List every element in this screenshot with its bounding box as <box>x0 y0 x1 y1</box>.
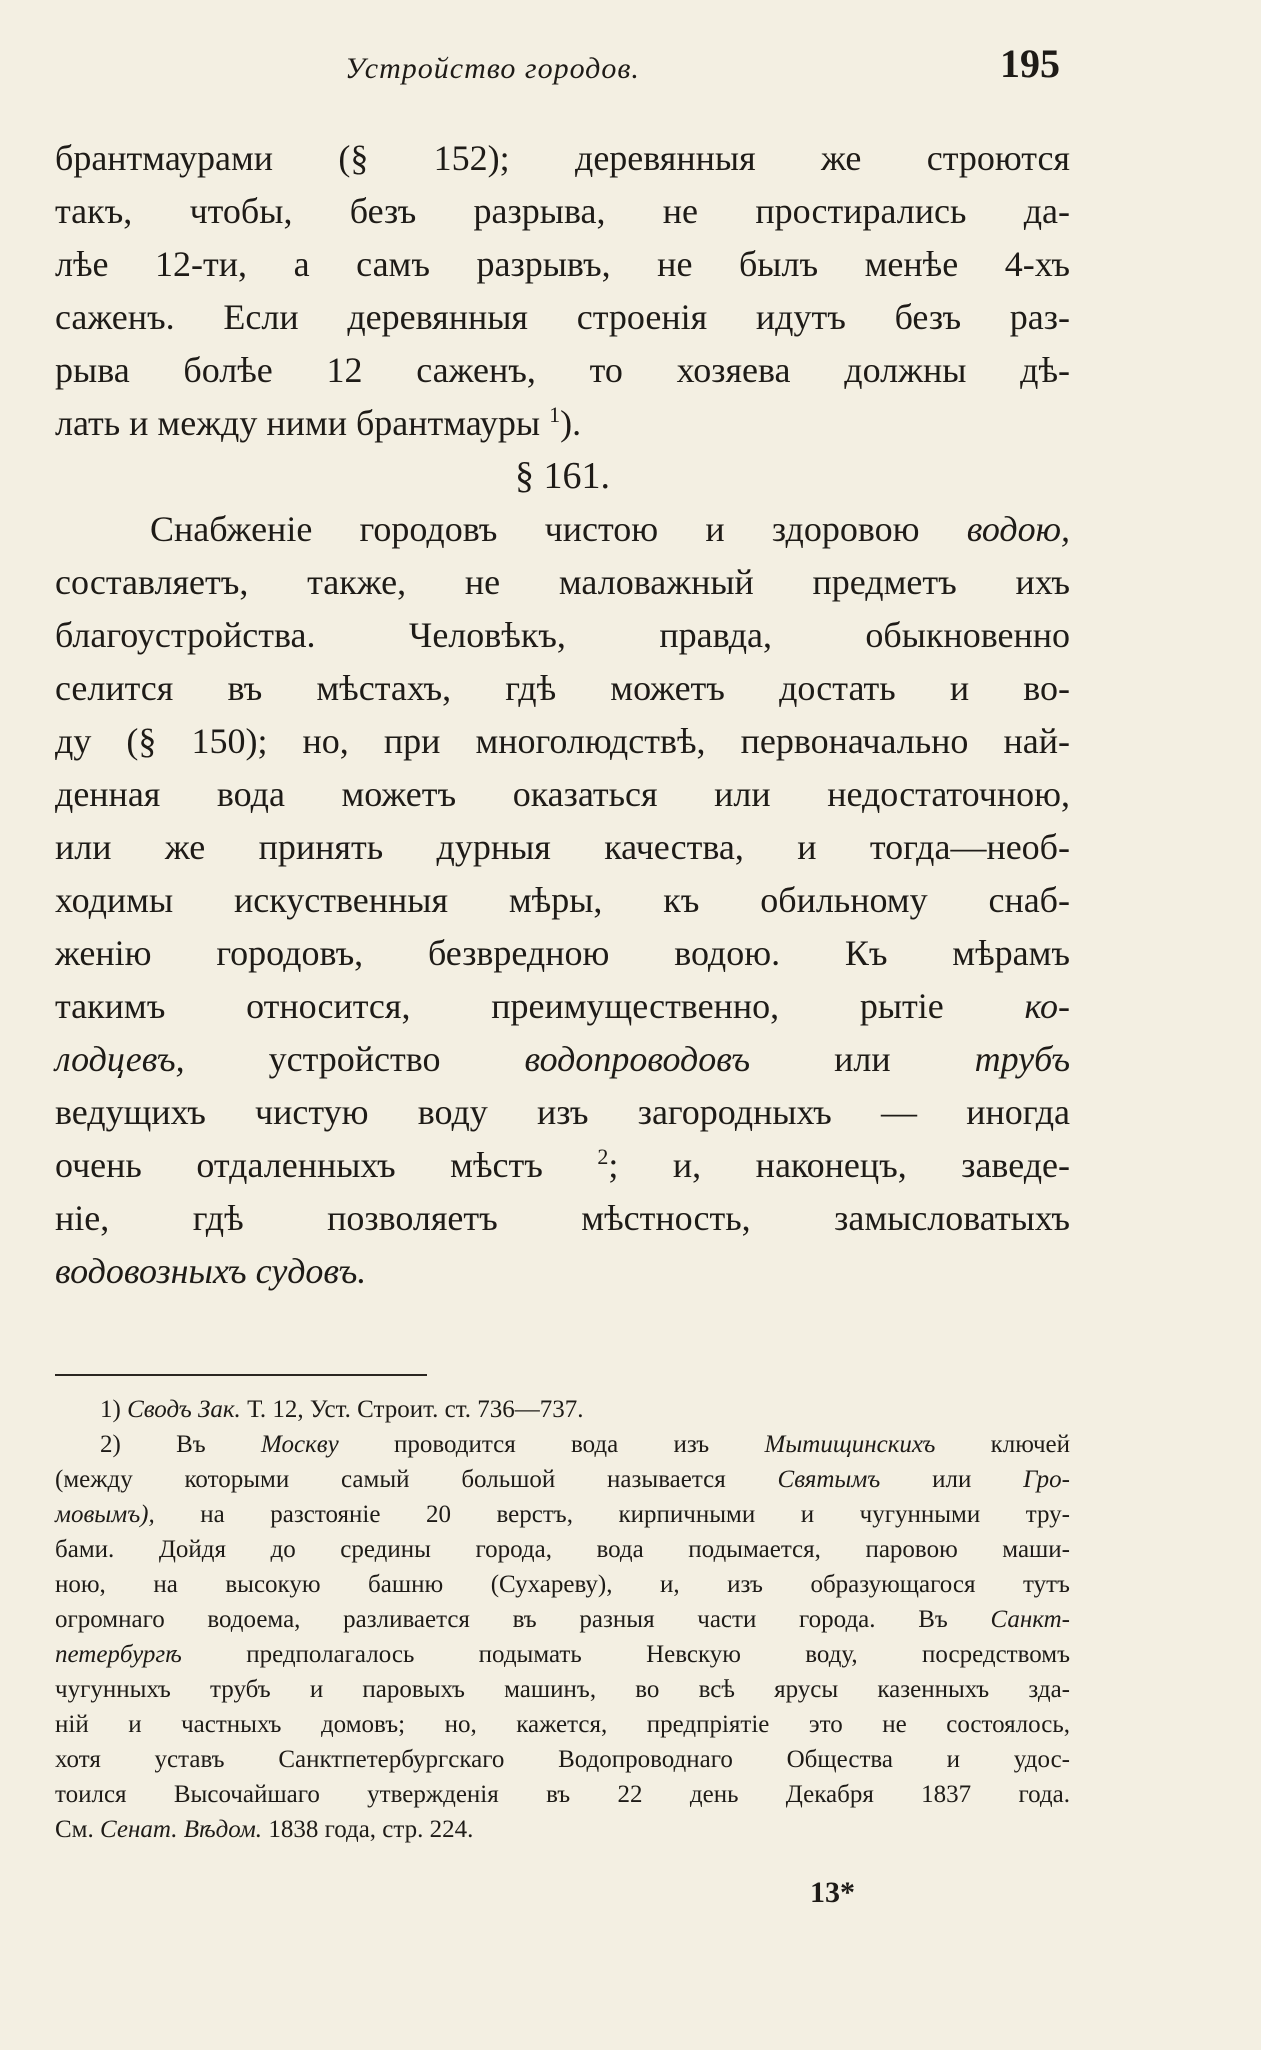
text-line <box>55 1139 1070 1192</box>
footnote-ref-2: 2 <box>597 1144 609 1169</box>
text-line: ходимы искуственныя мѣры, къ обильному снаб- <box>55 880 1070 920</box>
text-segment: предполагалось подымать Невскую воду, посредствомъ <box>246 1641 1070 1668</box>
italic-term: водопроводовъ <box>524 1039 751 1079</box>
italic-term: Святымъ <box>777 1466 881 1493</box>
italic-term: Сенат. Вѣдом. <box>100 1816 263 1843</box>
text-line: брантмаурами (§ 152); деревянныя же строются <box>55 138 1070 178</box>
text-line <box>55 1033 1070 1086</box>
text-line: лѣе 12-ти, а самъ разрывъ, не былъ менѣе 4-хъ <box>55 244 1070 284</box>
italic-term: петербургѣ <box>55 1641 182 1668</box>
text-segment: Снабженіе городовъ чистою и здоровою <box>150 509 920 549</box>
text-line <box>55 980 1070 1033</box>
footnote-2-line: хотя уставъ Санктпетербургскаго Водопроводнаго Общества и удос- <box>55 1746 1070 1773</box>
footnote-2-line: бами. Дойдя до средины города, вода подымается, паровою маши- <box>55 1536 1070 1563</box>
text-line <box>55 503 1070 556</box>
text-line: или же принять дурныя качества, и тогда—необ- <box>55 827 1070 867</box>
text-line: денная вода можетъ оказаться или недостаточною, <box>55 774 1070 814</box>
footnote-2-line <box>55 1497 1070 1532</box>
italic-term: ко- <box>1024 986 1070 1026</box>
text-line: рыва болѣе 12 саженъ, то хозяева должны дѣ- <box>55 350 1070 390</box>
text-line: ніе, гдѣ позволяетъ мѣстность, замысловатыхъ <box>55 1198 1070 1238</box>
text-segment: на разстояніе 20 верстъ, кирпичными и чугунными тру- <box>200 1501 1071 1528</box>
text-segment: ). <box>560 403 582 443</box>
footnote-1 <box>55 1392 1070 1427</box>
text-line: женію городовъ, безвредною водою. Къ мѣрамъ <box>55 933 1070 973</box>
footnote-text: Т. 12, Уст. Строит. ст. 736—737. <box>247 1396 584 1423</box>
text-segment: ключей <box>990 1431 1071 1458</box>
text-line: селится въ мѣстахъ, гдѣ можетъ достать и во- <box>55 668 1070 708</box>
italic-term: лодцевъ, <box>55 1039 185 1079</box>
text-segment: или <box>932 1466 972 1493</box>
footnote-2-line <box>55 1812 1070 1847</box>
italic-term: трубъ <box>974 1039 1071 1079</box>
text-segment: огромнаго водоема, разливается въ разныя части города. Въ <box>55 1606 948 1633</box>
footnote-2-line <box>55 1637 1070 1672</box>
text-line: саженъ. Если деревянныя строенія идутъ безъ раз- <box>55 297 1070 337</box>
footnote-2-line: тоился Высочайшаго утвержденія въ 22 день Декабря 1837 года. <box>55 1781 1070 1808</box>
page-number: 195 <box>1000 41 1060 86</box>
italic-term: Москву <box>260 1431 339 1458</box>
main-text <box>55 132 1070 1298</box>
text-segment: ; и, наконецъ, заведе- <box>608 1145 1071 1185</box>
text-segment: проводится вода изъ <box>393 1431 710 1458</box>
footnote-2-line: ною, на высокую башню (Сухареву), и, изъ образующагося тутъ <box>55 1571 1070 1598</box>
text-line <box>55 397 1070 450</box>
italic-term: Мытищинскихъ <box>764 1431 936 1458</box>
footnote-ref-1: 1 <box>549 402 561 427</box>
text-line: благоустройства. Человѣкъ, правда, обыкновенно <box>55 615 1070 655</box>
footnote-2-line <box>55 1602 1070 1637</box>
text-line: ду (§ 150); но, при многолюдствѣ, первоначально най- <box>55 721 1070 761</box>
text-line: водовозныхъ судовъ. <box>55 1251 367 1291</box>
italic-term: Санкт- <box>990 1606 1071 1633</box>
running-title: Устройство городов. <box>345 52 640 85</box>
italic-term: мовымъ), <box>55 1501 155 1528</box>
text-segment: такимъ относится, преимущественно, рытіе <box>55 986 944 1026</box>
footnote-2-line: чугунныхъ трубъ и паровыхъ машинъ, во всѣ ярусы казенныхъ зда- <box>55 1676 1070 1703</box>
footnote-number: 1) <box>100 1396 121 1423</box>
footnotes <box>55 1392 1070 1847</box>
signature-mark: 13* <box>810 1876 855 1909</box>
text-line: такъ, чтобы, безъ разрыва, не простирались да- <box>55 191 1070 231</box>
footnote-2-line <box>55 1462 1070 1497</box>
footnote-divider <box>55 1374 427 1376</box>
text-segment: или <box>834 1039 891 1079</box>
footnote-2-line <box>55 1427 1070 1462</box>
text-segment: устройство <box>268 1039 441 1079</box>
text-segment: 1838 года, стр. 224. <box>268 1816 474 1843</box>
footnote-source: Сводъ Зак. <box>127 1396 241 1423</box>
text-segment: очень отдаленныхъ мѣстъ <box>55 1145 543 1185</box>
text-segment: 2) Въ <box>100 1431 206 1458</box>
footnote-2-line: ній и частныхъ домовъ; но, кажется, предпріятіе это не состоялось, <box>55 1711 1070 1738</box>
section-heading: § 161. <box>515 455 610 497</box>
text-segment: лать и между ними брантмауры <box>55 403 541 443</box>
text-line: составляетъ, также, не маловажный предметъ ихъ <box>55 562 1070 602</box>
text-line: ведущихъ чистую воду изъ загородныхъ — иногда <box>55 1092 1070 1132</box>
text-segment: (между которыми самый большой называется <box>55 1466 726 1493</box>
italic-term: водою, <box>966 509 1070 549</box>
text-segment: См. <box>55 1816 94 1843</box>
italic-term: Гро- <box>1023 1466 1071 1493</box>
